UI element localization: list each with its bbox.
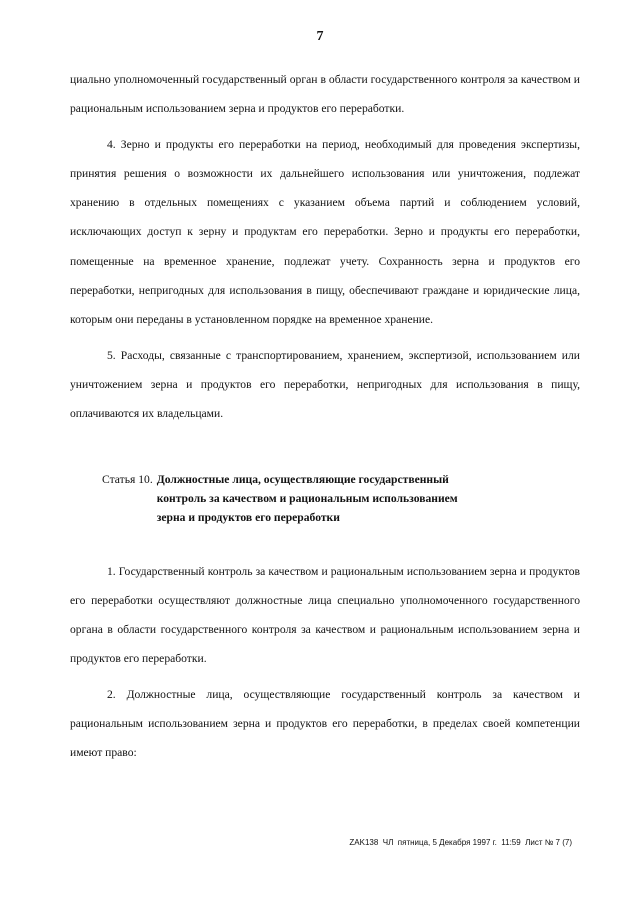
page-number: 7	[316, 29, 324, 44]
paragraph-item-5: 5. Расходы, связанные с транспортированием, хранением, экспертизой, использованием или уничтожением зерна и продуктов его переработки, непригодных для использования в пищу, оплачиваются их владельцами.	[70, 348, 580, 421]
paragraph-item-4: 4. Зерно и продукты его переработки на период, необходимый для проведения экспертизы, принятия решения о возможности их дальнейшего использования или уничтожения, подлежат хранению в отдельных помещениях с указанием объема партий и соблюдением условий, исключающих доступ к зерну и продуктам его переработки. Зерно и продукты его переработки, помещенные на временное хранение, подлежат учету. Сохранность зерна и продуктов его переработки, непригодных для использования в пищу, обеспечивают граждане и юридические лица, которым они переданы в установленном порядке на временное хранение.	[70, 137, 580, 327]
article-title	[157, 470, 458, 527]
paragraph-article-item-2: 2. Должностные лица, осуществляющие государственный контроль за качеством и рациональным использованием зерна и продуктов его переработки, в пределах своей компетенции имеют право:	[70, 687, 580, 760]
paragraph-continuation: циально уполномоченный государственный орган в области государственного контроля за качеством и рациональным использованием зерна и продуктов его переработки.	[70, 73, 580, 116]
article-title-line: Должностные лица, осуществляющие государственный	[156, 472, 449, 486]
document-body	[70, 65, 580, 774]
article-title-line: зерна и продуктов его переработки	[156, 510, 340, 524]
page-footer: ZAK138 ЧЛ пятница, 5 Декабря 1997 г. 11:59 Лист № 7 (7)	[349, 838, 572, 847]
article-title-line: контроль за качеством и рациональным использованием	[156, 491, 458, 505]
article-label: Статья 10.	[102, 472, 153, 486]
paragraph-article-item-1: 1. Государственный контроль за качеством и рациональным использованием зерна и продуктов его переработки осуществляют должностные лица специально уполномоченного государственного органа в области государственного контроля за качеством и рациональным использованием зерна и продуктов его переработки.	[70, 564, 580, 666]
article-heading	[102, 470, 580, 527]
